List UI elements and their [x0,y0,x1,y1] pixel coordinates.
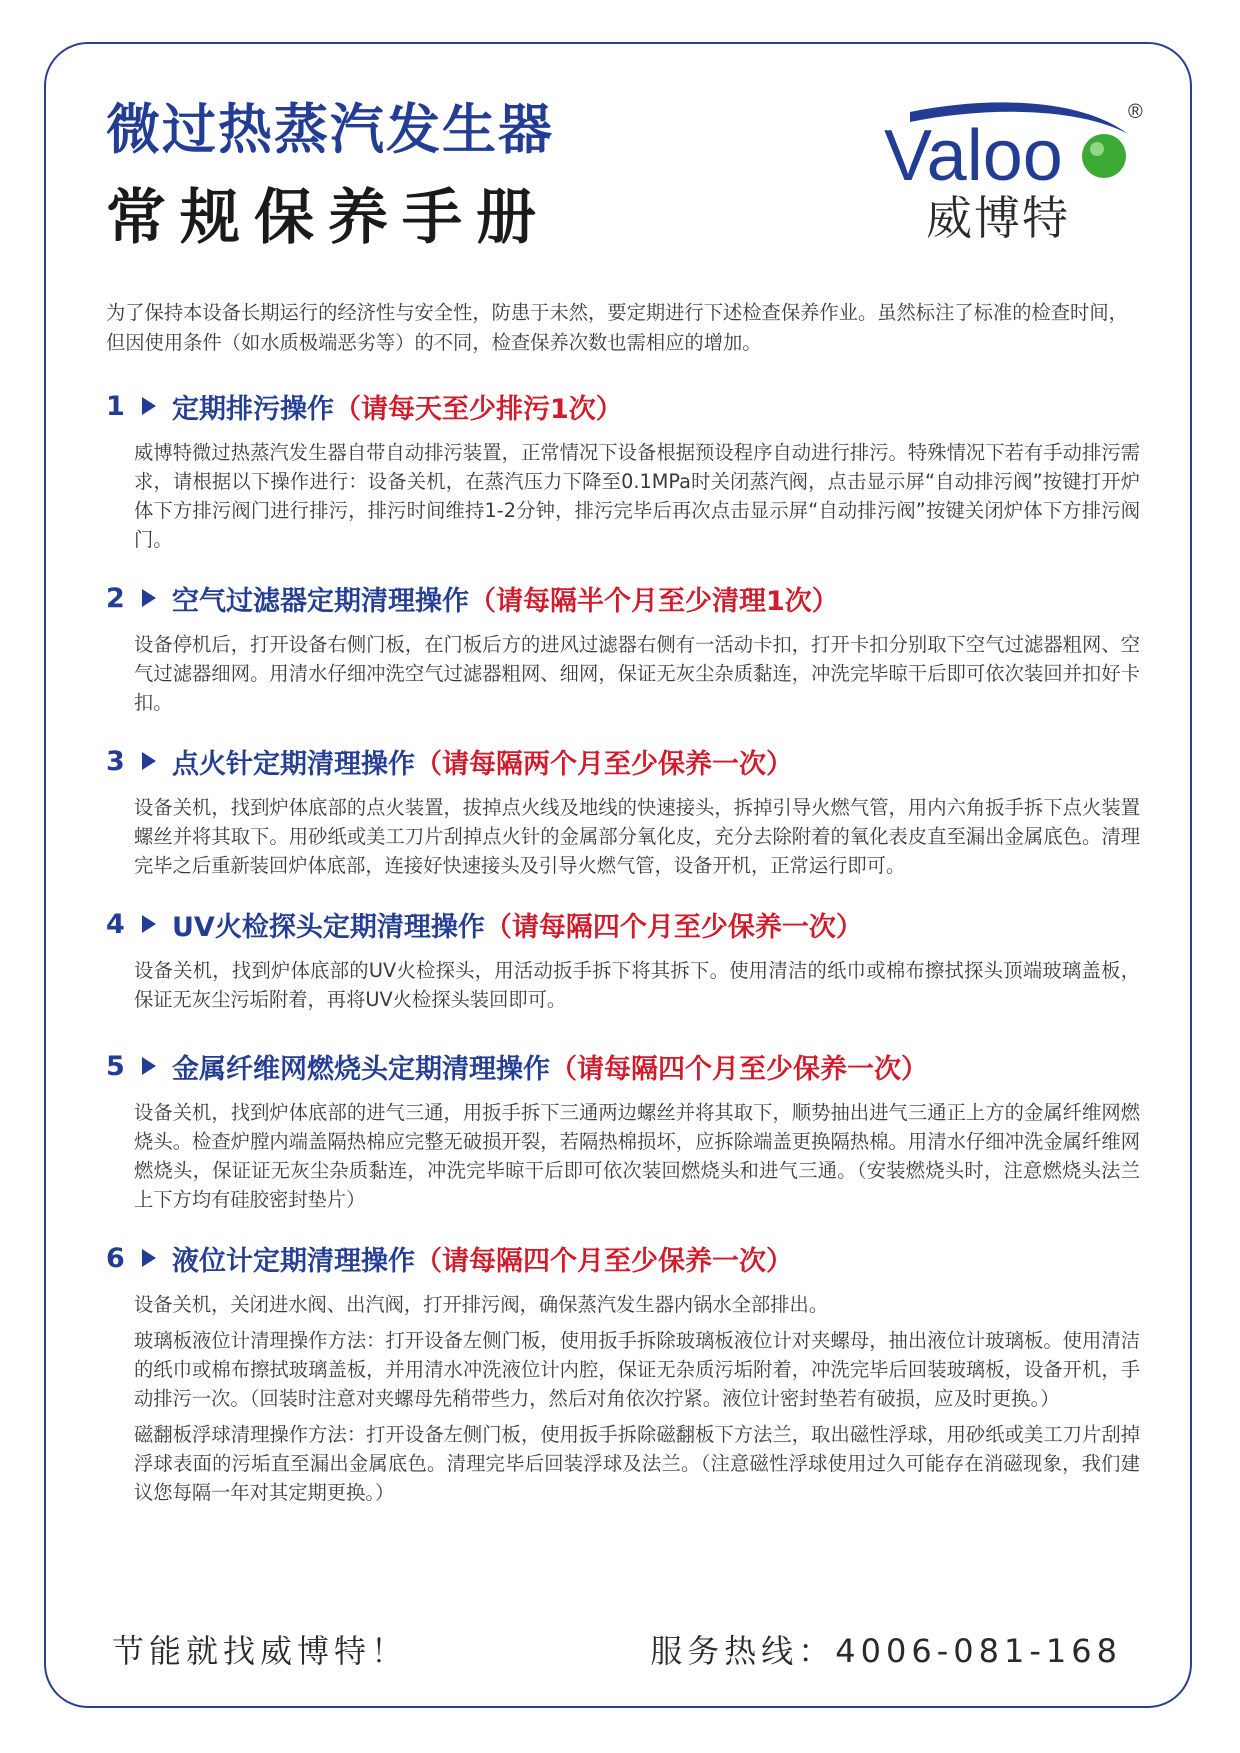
document-title: 微过热蒸汽发生器 [106,98,554,161]
section-frequency: （请每隔两个月至少保养一次） [415,748,793,780]
section-title: 定期排污操作 [172,393,334,425]
triangle-bullet-icon [142,1057,156,1075]
section-number: 4 [106,908,125,940]
triangle-bullet-icon [142,397,156,415]
section-body [106,630,1140,717]
logo-wordmark: Valoo [884,116,1063,196]
section-heading [106,900,1140,948]
section-body [106,438,1140,554]
section-6 [106,1234,1140,1507]
footer-slogan: 节能就找威博特！ [112,1632,409,1670]
section-frequency: （请每隔四个月至少保养一次） [484,911,863,943]
section-frequency: （请每天至少排污1次） [334,393,623,425]
section-paragraph: 威博特微过热蒸汽发生器自带自动排污装置，正常情况下设备根据预设程序自动进行排污。特殊情况下若有手动排污需求，请根据以下操作进行：设备关机，在蒸汽压力下降至0.1MPa时关闭蒸汽阀，点击显示屏“自动排污阀”按键打开炉体下方排污阀门进行排污，排污时间维持1-2分钟，排污完毕后再次点击显示屏“自动排污阀”按键关闭炉体下方排污阀门。 [134,441,1140,551]
intro-paragraph: 为了保持本设备长期运行的经济性与安全性，防患于未然，要定期进行下述检查保养作业。虽然标注了标准的检查时间，但因使用条件（如水质极端恶劣等）的不同，检查保养次数也需相应的增加。 [106,301,1128,354]
section-title: 点火针定期清理操作 [172,748,415,780]
section-body [106,956,1140,1014]
section-heading [106,737,1140,785]
section-title: 金属纤维网燃烧头定期清理操作 [172,1053,550,1085]
section-paragraph: 设备关机，关闭进水阀、出汽阀，打开排污阀，确保蒸汽发生器内锅水全部排出。 [134,1293,829,1316]
section-paragraph: 设备关机，找到炉体底部的UV火检探头，用活动扳手拆下将其拆下。使用清洁的纸巾或棉布擦拭探头顶端玻璃盖板，保证无灰尘污垢附着，再将UV火检探头装回即可。 [134,959,1140,1011]
section-body [106,793,1140,880]
section-title: 液位计定期清理操作 [172,1245,415,1277]
registered-mark: ® [1128,101,1143,123]
section-5 [106,1042,1140,1214]
section-number: 2 [106,582,125,614]
section-body [106,1098,1140,1214]
section-1 [106,382,1140,554]
triangle-bullet-icon [142,589,156,607]
section-paragraph: 设备停机后，打开设备右侧门板，在门板后方的进风过滤器右侧有一活动卡扣，打开卡扣分别取下空气过滤器粗网、空气过滤器细网。用清水仔细冲洗空气过滤器粗网、细网，保证无灰尘杂质黏连，冲洗完毕晾干后即可依次装回并扣好卡扣。 [134,633,1140,714]
section-heading [106,574,1140,622]
section-paragraph: 设备关机，找到炉体底部的进气三通，用扳手拆下三通两边螺丝并将其取下，顺势抽出进气三通正上方的金属纤维网燃烧头。检查炉膛内端盖隔热棉应完整无破损开裂，若隔热棉损坏，应拆除端盖更换隔热棉。用清水仔细冲洗金属纤维网燃烧头，保证证无灰尘杂质黏连，冲洗完毕晾干后即可依次装回燃烧头和进气三通。（安装燃烧头时，注意燃烧头法兰上下方均有硅胶密封垫片） [134,1101,1140,1211]
section-4 [106,900,1140,1014]
section-number: 6 [106,1242,125,1274]
section-2 [106,574,1140,717]
section-number: 1 [106,390,125,422]
section-body [106,1290,1140,1507]
maintenance-sections [106,382,1140,1507]
triangle-bullet-icon [142,1249,156,1267]
section-paragraph: 玻璃板液位计清理操作方法：打开设备左侧门板，使用扳手拆除玻璃板液位计对夹螺母，抽出液位计玻璃板。使用清洁的纸巾或棉布擦拭玻璃盖板，并用清水冲洗液位计内腔，保证无杂质污垢附着，冲洗完毕后回装玻璃板，设备开机，手动排污一次。（回装时注意对夹螺母先稍带些力，然后对角依次拧紧。液位计密封垫若有破损，应及时更换。） [134,1329,1140,1410]
section-number: 5 [106,1050,125,1082]
logo-subtitle: 威博特 [926,191,1070,245]
section-title: 空气过滤器定期清理操作 [172,585,469,617]
triangle-bullet-icon [142,752,156,770]
section-frequency: （请每隔半个月至少清理1次） [469,585,839,617]
section-number: 3 [106,745,125,777]
section-heading [106,382,1140,430]
section-heading [106,1042,1140,1090]
footer-hotline: 服务热线：4006-081-168 [650,1632,1122,1670]
section-frequency: （请每隔四个月至少保养一次） [550,1053,928,1085]
triangle-bullet-icon [142,915,156,933]
section-paragraph: 设备关机，找到炉体底部的点火装置，拔掉点火线及地线的快速接头，拆掉引导火燃气管，用内六角扳手拆下点火装置螺丝并将其取下。用砂纸或美工刀片刮掉点火针的金属部分氧化皮，充分去除附着的氧化表皮直至漏出金属底色。清理完毕之后重新装回炉体底部，连接好快速接头及引导火燃气管，设备开机，正常运行即可。 [134,796,1140,877]
document-subtitle: 常规保养手册 [106,183,550,253]
section-title: UV火检探头定期清理操作 [172,911,485,943]
logo-green-ball [1082,134,1126,178]
section-paragraph: 磁翻板浮球清理操作方法：打开设备左侧门板，使用扳手拆除磁翻板下方法兰，取出磁性浮球，用砂纸或美工刀片刮掉浮球表面的污垢直至漏出金属底色。清理完毕后回装浮球及法兰。（注意磁性浮球使用过久可能存在消磁现象，我们建议您每隔一年对其定期更换。） [134,1423,1140,1504]
section-3 [106,737,1140,880]
section-heading [106,1234,1140,1282]
section-frequency: （请每隔四个月至少保养一次） [415,1245,793,1277]
